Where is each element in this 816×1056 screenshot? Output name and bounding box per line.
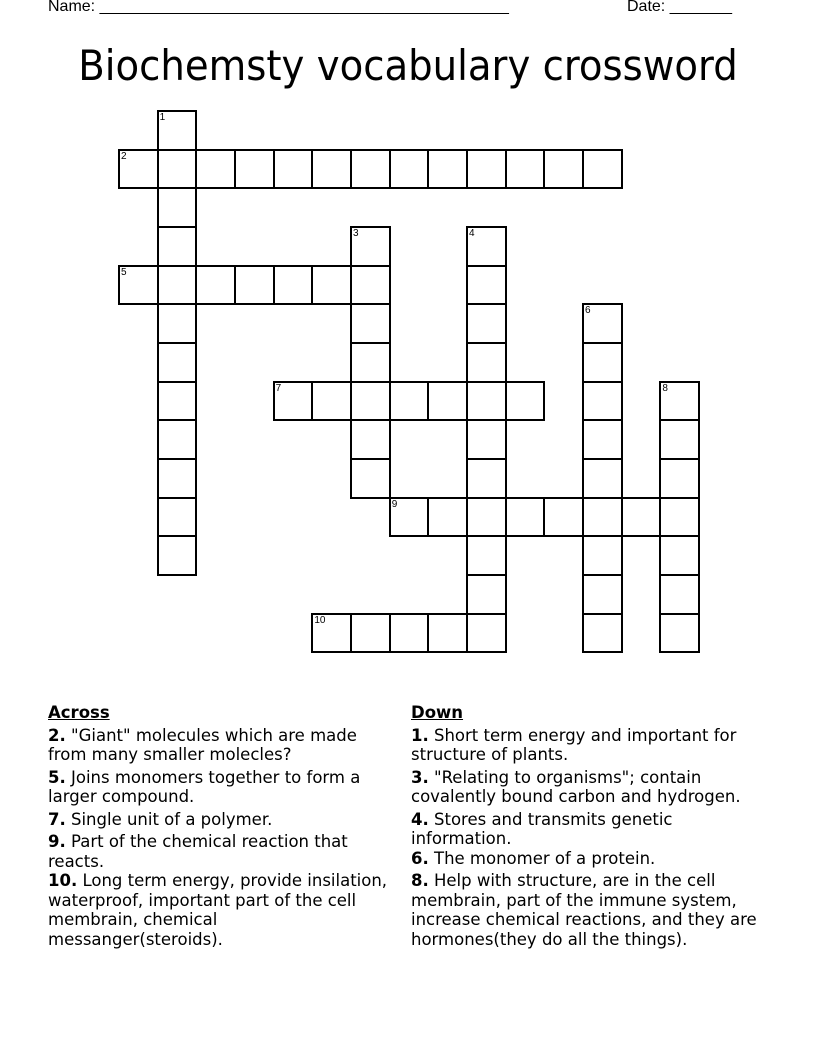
crossword-cell[interactable] bbox=[466, 574, 507, 615]
clue-text: Short term energy and important for structure of plants. bbox=[411, 725, 737, 764]
crossword-cell[interactable] bbox=[157, 458, 198, 499]
clue-text: Help with structure, are in the cell membrain, part of the immune system, increase chemical reactions, and they are hormones(they do all the things). bbox=[411, 871, 757, 949]
crossword-cell[interactable] bbox=[389, 381, 430, 422]
crossword-cell[interactable] bbox=[582, 419, 623, 460]
crossword-cell[interactable] bbox=[350, 419, 391, 460]
across-clues bbox=[48, 703, 393, 952]
crossword-cell[interactable] bbox=[389, 613, 430, 654]
crossword-cell[interactable] bbox=[582, 613, 623, 654]
crossword-cell[interactable] bbox=[582, 458, 623, 499]
down-clues bbox=[411, 703, 776, 952]
crossword-cell[interactable] bbox=[389, 149, 430, 190]
crossword-cell[interactable] bbox=[466, 535, 507, 576]
crossword-cell[interactable] bbox=[659, 535, 700, 576]
crossword-cell[interactable] bbox=[427, 613, 468, 654]
clue-number-label: 2 bbox=[121, 150, 127, 162]
clue-number: 2. bbox=[48, 725, 66, 745]
crossword-cell[interactable] bbox=[234, 149, 275, 190]
crossword-cell[interactable] bbox=[157, 265, 198, 306]
crossword-cell[interactable] bbox=[543, 497, 584, 538]
crossword-cell[interactable] bbox=[157, 381, 198, 422]
crossword-cell[interactable] bbox=[350, 613, 391, 654]
clue-down-4 bbox=[411, 810, 776, 849]
crossword-cell[interactable] bbox=[118, 265, 159, 306]
crossword-cell[interactable] bbox=[582, 535, 623, 576]
clue-number-label: 3 bbox=[353, 228, 359, 239]
crossword-cell[interactable] bbox=[118, 149, 159, 190]
clue-number-label: 6 bbox=[585, 305, 591, 317]
clue-down-6 bbox=[411, 849, 776, 869]
clue-text: "Relating to organisms"; contain covalently bound carbon and hydrogen. bbox=[411, 767, 741, 806]
crossword-cell[interactable] bbox=[389, 497, 430, 538]
clue-number-label: 7 bbox=[275, 382, 282, 394]
crossword-cell[interactable] bbox=[350, 149, 391, 190]
crossword-cell[interactable] bbox=[466, 419, 507, 460]
crossword-cell[interactable] bbox=[157, 497, 198, 538]
crossword-cell[interactable] bbox=[273, 149, 314, 190]
crossword-cell[interactable] bbox=[466, 265, 507, 306]
crossword-cell[interactable] bbox=[659, 381, 700, 422]
crossword-cell[interactable] bbox=[157, 535, 198, 576]
crossword-cell[interactable] bbox=[311, 265, 352, 306]
clue-number: 3. bbox=[411, 767, 429, 787]
crossword-cell[interactable] bbox=[582, 303, 623, 344]
clue-across-2 bbox=[48, 726, 393, 765]
crossword-cell[interactable] bbox=[466, 342, 507, 383]
across-heading: Across bbox=[48, 703, 110, 722]
crossword-cell[interactable] bbox=[466, 613, 507, 654]
clue-number-label: 10 bbox=[314, 614, 326, 626]
clue-text: Part of the chemical reaction that reacts. bbox=[48, 832, 348, 871]
clue-text: "Giant" molecules which are made from many smaller molecles? bbox=[48, 725, 357, 764]
crossword-cell[interactable] bbox=[311, 381, 352, 422]
crossword-cell[interactable] bbox=[659, 574, 700, 615]
clue-text: Stores and transmits genetic information. bbox=[411, 809, 673, 848]
clue-across-5 bbox=[48, 768, 393, 807]
crossword-cell[interactable] bbox=[659, 419, 700, 460]
crossword-cell[interactable] bbox=[157, 110, 198, 151]
clue-number: 5. bbox=[48, 767, 66, 787]
crossword-cell[interactable] bbox=[311, 613, 352, 654]
crossword-cell[interactable] bbox=[195, 149, 236, 190]
clue-across-9 bbox=[48, 832, 393, 871]
crossword-cell[interactable] bbox=[582, 149, 623, 190]
crossword-cell[interactable] bbox=[466, 303, 507, 344]
crossword-cell[interactable] bbox=[157, 342, 198, 383]
crossword-cell[interactable] bbox=[466, 381, 507, 422]
page-title: Biochemsty vocabulary crossword bbox=[78, 41, 738, 90]
name-field[interactable]: Name: ______________________________________________ bbox=[48, 0, 509, 15]
clue-number: 1. bbox=[411, 725, 429, 745]
crossword-cell[interactable] bbox=[466, 226, 507, 267]
crossword-cell[interactable] bbox=[582, 342, 623, 383]
crossword-cell[interactable] bbox=[582, 497, 623, 538]
clue-down-3 bbox=[411, 768, 776, 807]
clue-number-label: 4 bbox=[469, 228, 475, 239]
crossword-cell[interactable] bbox=[311, 149, 352, 190]
crossword-cell[interactable] bbox=[157, 226, 198, 267]
crossword-cell[interactable] bbox=[350, 226, 391, 267]
crossword-cell[interactable] bbox=[350, 303, 391, 344]
crossword-cell[interactable] bbox=[505, 149, 546, 190]
clue-number: 7. bbox=[48, 809, 66, 829]
crossword-cell[interactable] bbox=[543, 149, 584, 190]
crossword-cell[interactable] bbox=[582, 574, 623, 615]
crossword-cell[interactable] bbox=[427, 149, 468, 190]
crossword-cell[interactable] bbox=[427, 497, 468, 538]
crossword-cell[interactable] bbox=[234, 265, 275, 306]
crossword-cell[interactable] bbox=[350, 265, 391, 306]
clue-across-10 bbox=[48, 871, 393, 949]
clue-text: Long term energy, provide insilation, waterproof, important part of the cell membrain, chemical messanger(steroids). bbox=[48, 871, 388, 949]
crossword-cell[interactable] bbox=[659, 458, 700, 499]
clue-number: 9. bbox=[48, 832, 66, 851]
crossword-cell[interactable] bbox=[273, 265, 314, 306]
crossword-cell[interactable] bbox=[505, 497, 546, 538]
crossword-cell[interactable] bbox=[582, 381, 623, 422]
crossword-cell[interactable] bbox=[195, 265, 236, 306]
clue-number: 6. bbox=[411, 848, 429, 868]
clue-down-8 bbox=[411, 871, 776, 949]
clue-across-7 bbox=[48, 810, 393, 830]
down-heading: Down bbox=[411, 703, 464, 722]
crossword-cell[interactable] bbox=[466, 458, 507, 499]
crossword-cell[interactable] bbox=[157, 187, 198, 228]
clue-number-label: 5 bbox=[121, 266, 127, 278]
crossword-cell[interactable] bbox=[350, 458, 391, 499]
crossword-cell[interactable] bbox=[659, 497, 700, 538]
crossword-cell[interactable] bbox=[466, 497, 507, 538]
crossword-cell[interactable] bbox=[157, 149, 198, 190]
clue-number-label: 8 bbox=[662, 382, 668, 394]
date-field[interactable]: Date: _______ bbox=[627, 0, 732, 15]
crossword-cell[interactable] bbox=[350, 381, 391, 422]
crossword-cell[interactable] bbox=[621, 497, 662, 538]
crossword-cell[interactable] bbox=[273, 381, 314, 422]
crossword-cell[interactable] bbox=[466, 149, 507, 190]
crossword-cell[interactable] bbox=[659, 613, 700, 654]
clue-number-label: 1 bbox=[159, 112, 166, 123]
crossword-cell[interactable] bbox=[157, 303, 198, 344]
clue-number: 4. bbox=[411, 809, 429, 829]
clue-number-label: 9 bbox=[391, 498, 398, 510]
crossword-cell[interactable] bbox=[350, 342, 391, 383]
clue-down-1 bbox=[411, 726, 776, 765]
crossword-cell[interactable] bbox=[505, 381, 546, 422]
clue-number: 10. bbox=[48, 871, 78, 890]
clue-text: Single unit of a polymer. bbox=[65, 809, 273, 829]
crossword-cell[interactable] bbox=[157, 419, 198, 460]
clue-text: The monomer of a protein. bbox=[428, 848, 656, 868]
clue-text: Joins monomers together to form a larger compound. bbox=[48, 767, 361, 806]
clue-number: 8. bbox=[411, 871, 429, 890]
crossword-cell[interactable] bbox=[427, 381, 468, 422]
